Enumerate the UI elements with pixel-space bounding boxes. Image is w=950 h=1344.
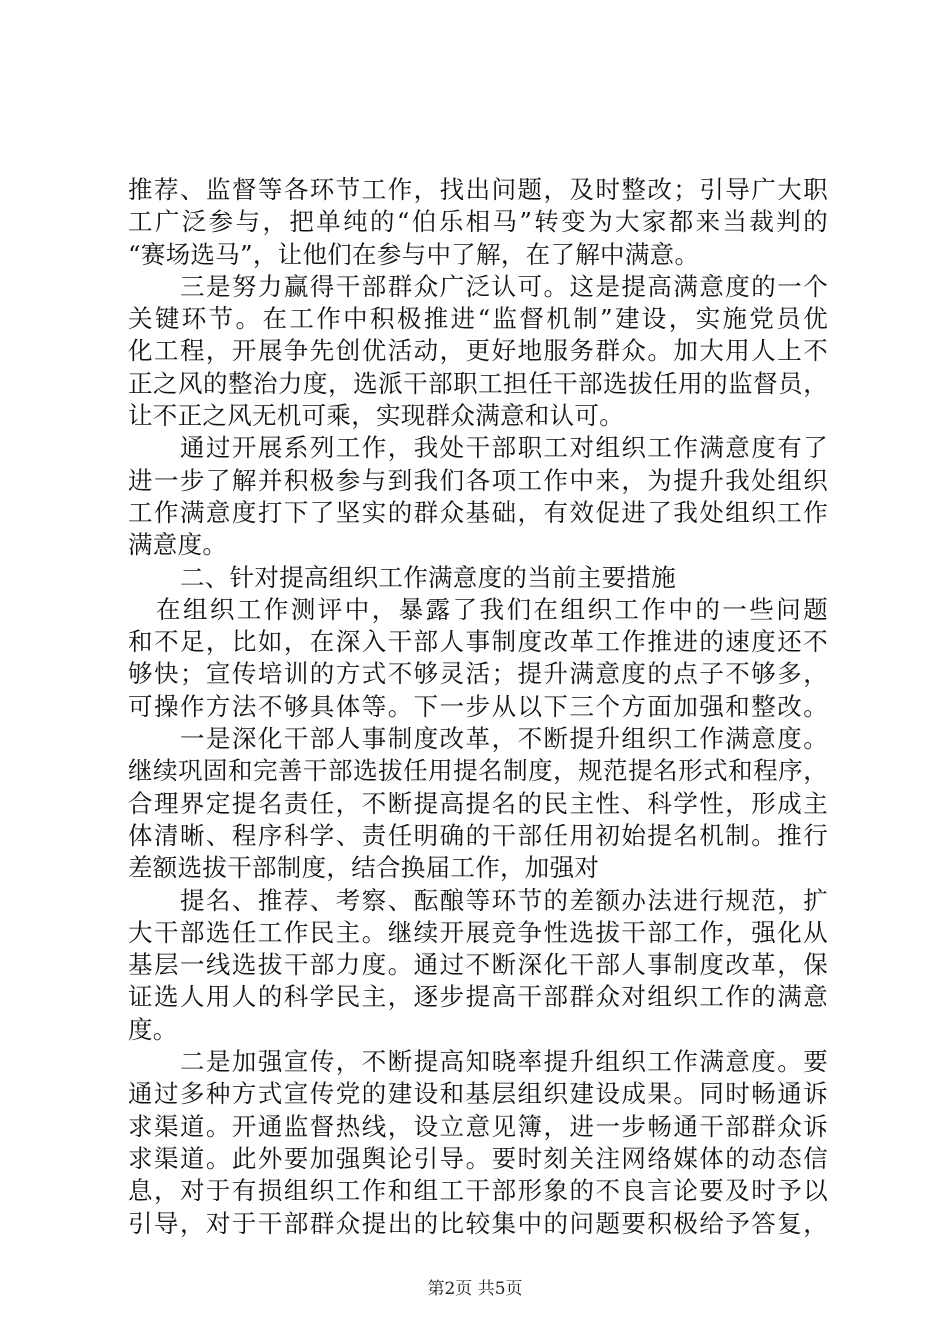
text-line: 够快；宣传培训的方式不够灵活；提升满意度的点子不够多， xyxy=(128,659,828,689)
text-line: 息，对于有损组织工作和组工干部形象的不良言论要及时予以 xyxy=(128,1176,828,1206)
text-line: 推荐、监督等各环节工作，找出问题，及时整改；引导广大职 xyxy=(128,175,828,204)
text-line: 合理界定提名责任，不断提高提名的民主性、科学性，形成主 xyxy=(128,788,828,818)
text-line: 引导，对于干部群众提出的比较集中的问题要积极给予答复， xyxy=(128,1208,828,1238)
text-line: 和不足，比如，在深入干部人事制度改革工作推进的速度还不 xyxy=(128,627,828,657)
text-line: 进一步了解并积极参与到我们各项工作中来，为提升我处组织 xyxy=(128,465,828,495)
text-line: 提名、推荐、考察、酝酿等环节的差额办法进行规范，扩 xyxy=(180,885,828,915)
text-line: 正之风的整治力度，选派干部职工担任干部选拔任用的监督员， xyxy=(128,368,828,398)
text-line: 可操作方法不够具体等。下一步从以下三个方面加强和整改。 xyxy=(128,691,828,721)
text-line: 二是加强宣传，不断提高知晓率提升组织工作满意度。要 xyxy=(180,1047,828,1077)
text-line: 一是深化干部人事制度改革，不断提升组织工作满意度。 xyxy=(180,724,828,754)
text-line: 继续巩固和完善干部选拔任用提名制度，规范提名形式和程序， xyxy=(128,756,828,786)
text-line: 体清晰、程序科学、责任明确的干部任用初始提名机制。推行 xyxy=(128,820,828,850)
text-line: 大干部选任工作民主。继续开展竞争性选拔干部工作，强化从 xyxy=(128,917,828,947)
text-line: 通过开展系列工作，我处干部职工对组织工作满意度有了 xyxy=(180,433,828,463)
text-line: 化工程，开展争先创优活动，更好地服务群众。加大用人上不 xyxy=(128,336,828,366)
page-footer: 第2页 共5页 xyxy=(427,1279,523,1299)
text-line: 工作满意度打下了坚实的群众基础，有效促进了我处组织工作 xyxy=(128,497,828,527)
text-line: 求渠道。开通监督热线，设立意见簿，进一步畅通干部群众诉 xyxy=(128,1111,828,1141)
text-line: 满意度。 xyxy=(128,530,228,560)
text-line: 三是努力赢得干部群众广泛认可。这是提高满意度的一个 xyxy=(180,271,828,301)
text-line: 证选人用人的科学民主，逐步提高干部群众对组织工作的满意 xyxy=(128,982,828,1012)
text-line: 让不正之风无机可乘，实现群众满意和认可。 xyxy=(128,401,624,431)
text-line: 关键环节。在工作中积极推进“监督机制”建设，实施党员优 xyxy=(128,304,828,334)
text-line: “赛场选马”，让他们在参与中了解，在了解中满意。 xyxy=(128,239,700,269)
text-line: 二、针对提高组织工作满意度的当前主要措施 xyxy=(180,562,676,592)
text-line: 度。 xyxy=(128,1014,178,1044)
document-body xyxy=(128,174,828,1240)
text-line: 在组织工作测评中，暴露了我们在组织工作中的一些问题 xyxy=(156,594,828,624)
text-line: 差额选拔干部制度，结合换届工作，加强对 xyxy=(128,853,600,883)
text-line: 基层一线选拔干部力度。通过不断深化干部人事制度改革，保 xyxy=(128,950,828,980)
text-line: 通过多种方式宣传党的建设和基层组织建设成果。同时畅通诉 xyxy=(128,1079,828,1109)
text-line: 求渠道。此外要加强舆论引导。要时刻关注网络媒体的动态信 xyxy=(128,1143,828,1173)
text-line: 工广泛参与，把单纯的“伯乐相马”转变为大家都来当裁判的 xyxy=(128,207,828,237)
